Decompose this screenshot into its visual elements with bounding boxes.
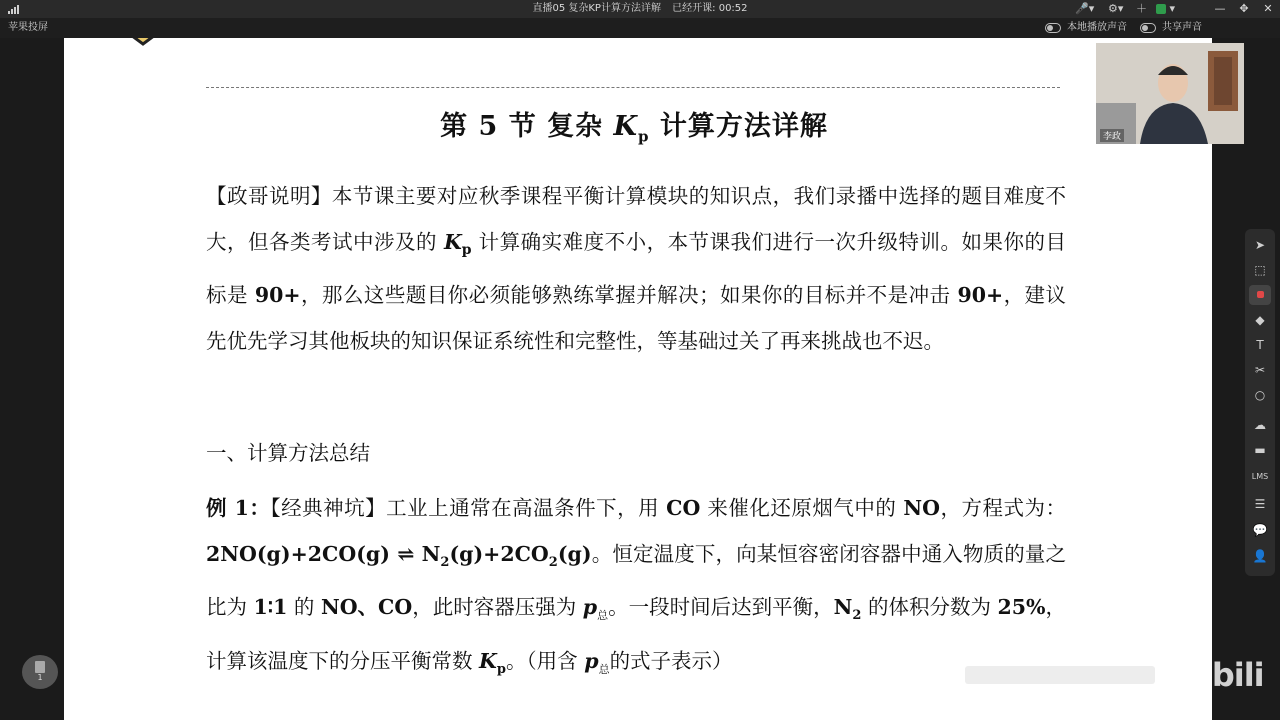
share-audio-label: 共享声音 <box>1162 22 1202 33</box>
page-number: 1 <box>37 673 43 682</box>
example-text: ，方程式为： <box>940 496 1066 520</box>
example-text: 来催化还原烟气中的 <box>700 496 904 520</box>
title-text-end: 计算方法详解 <box>649 111 828 142</box>
lesson-title: 直播05 复杂KP计算方法详解 <box>532 3 661 14</box>
example-equation: 2NO(g)+2CO(g) ⇌ N <box>206 541 441 566</box>
example-text: ，计算该温度下的分压平衡常数 <box>206 595 1067 673</box>
example-formula: NO、CO <box>320 595 413 620</box>
webcam-name: 李政 <box>1100 129 1124 142</box>
example-text: 的体积分数为 <box>861 595 998 620</box>
camera-settings-icon[interactable]: ⚙▾ <box>1108 2 1124 15</box>
toggle-icon <box>1140 23 1156 33</box>
example-p-sub: 总 <box>598 662 610 676</box>
mic-icon[interactable]: 🎤▾ <box>1075 2 1095 15</box>
share-audio-toggle[interactable] <box>1140 18 1202 38</box>
intro-kp: K <box>443 229 462 254</box>
example-paragraph <box>206 486 1066 692</box>
example-kp: K <box>479 648 497 673</box>
intro-paragraph <box>206 174 1066 364</box>
example-equation: (g) <box>557 541 592 566</box>
example-equation-sub: 2 <box>440 554 450 570</box>
header-divider <box>206 87 1060 88</box>
example-formula: N <box>833 595 853 620</box>
add-icon[interactable]: ＋ <box>1136 2 1147 15</box>
intro-score: 90+ <box>957 283 1004 308</box>
section-heading: 一、计算方法总结 <box>206 441 370 465</box>
example-text: 的 <box>287 595 321 620</box>
annotation-toolbar <box>1245 229 1275 576</box>
webcam-video[interactable] <box>1096 43 1244 144</box>
intro-text: ，建议先优先学习其他板块的知识保证系统性和完整性，等基础过关了再来挑战也不迟。 <box>206 283 1067 353</box>
toggle-icon <box>1045 23 1061 33</box>
pen-icon[interactable] <box>1249 285 1271 305</box>
title-p: p <box>637 127 650 146</box>
example-equation-sub: 2 <box>548 554 558 570</box>
title-k: K <box>613 111 638 142</box>
example-kp-sub: p <box>496 661 506 677</box>
eraser-icon[interactable]: ◆ <box>1255 313 1265 327</box>
shape-icon[interactable]: ○ <box>1254 388 1266 402</box>
user-icon[interactable]: 👤 <box>1252 549 1268 563</box>
example-label: 例 1： <box>206 496 271 520</box>
page-icon <box>35 661 45 673</box>
scissors-icon[interactable]: ✂ <box>1254 363 1266 377</box>
example-formula: NO <box>903 496 940 520</box>
local-audio-toggle[interactable] <box>1045 18 1127 38</box>
close-icon[interactable]: ✕ <box>1263 2 1273 15</box>
example-ratio: 1∶1 <box>253 595 288 620</box>
watermark-overlay <box>965 666 1155 684</box>
example-formula-sub: 2 <box>852 608 862 624</box>
intro-text: 计算确实难度不小，本节课我们进行一次升级特训。如果你的目标是 <box>206 229 1066 308</box>
logo-icon <box>114 38 172 58</box>
example-text: 的式子表示） <box>609 648 733 673</box>
text-icon[interactable]: T <box>1256 338 1264 352</box>
example-text: 。（用含 <box>505 648 585 673</box>
lms-icon[interactable]: LMS <box>1251 472 1269 481</box>
bilibili-logo: bilibili <box>1160 656 1264 694</box>
maximize-icon[interactable]: ✥ <box>1239 2 1249 15</box>
example-text: 【经典神坑】工业上通常在高温条件下，用 <box>270 496 667 520</box>
example-formula: CO <box>666 496 701 520</box>
record-icon[interactable]: ▾ <box>1156 0 1175 18</box>
page-title <box>64 104 1204 145</box>
intro-text: 【政哥说明】本节课主要对应秋季课程平衡计算模块的知识点，我们录播中选择的题目难度不大，但各类考试中涉及的 <box>206 184 1066 254</box>
cloud-icon[interactable]: ☁ <box>1254 418 1266 432</box>
example-p: p <box>584 648 599 673</box>
notes-icon[interactable]: ☰ <box>1254 497 1266 511</box>
page-indicator[interactable] <box>22 655 58 689</box>
example-p: p <box>582 595 598 620</box>
pointer-icon[interactable]: ➤ <box>1254 238 1266 252</box>
document-page <box>64 38 1212 720</box>
example-p-sub: 总 <box>597 609 609 623</box>
example-percent: 25% <box>997 595 1046 620</box>
cast-label: 苹果投屏 <box>8 22 48 33</box>
local-audio-label: 本地播放声音 <box>1067 22 1127 33</box>
chat-icon[interactable]: 💬 <box>1252 523 1268 537</box>
example-text: 。恒定温度下，向某恒容密闭容器中通入物质的量之比为 <box>206 541 1066 620</box>
example-text: ，此时容器压强为 <box>412 595 583 620</box>
screen-cast-bar <box>0 18 1280 38</box>
example-equation: (g)+2CO <box>449 541 549 566</box>
minimize-icon[interactable]: — <box>1214 2 1226 15</box>
toolbox-icon[interactable]: ▬ <box>1254 443 1266 457</box>
intro-kp-sub: p <box>461 241 472 258</box>
title-text: 第 5 节 复杂 <box>440 111 614 142</box>
window-titlebar <box>0 0 1280 18</box>
select-icon[interactable]: ⬚ <box>1254 263 1266 277</box>
intro-text: ，那么这些题目你必须能够熟练掌握并解决；如果你的目标并不是冲击 <box>300 283 958 308</box>
example-text: 。一段时间后达到平衡， <box>608 595 834 620</box>
intro-score: 90+ <box>254 283 301 308</box>
class-status: 已经开课: 00:52 <box>672 3 748 14</box>
